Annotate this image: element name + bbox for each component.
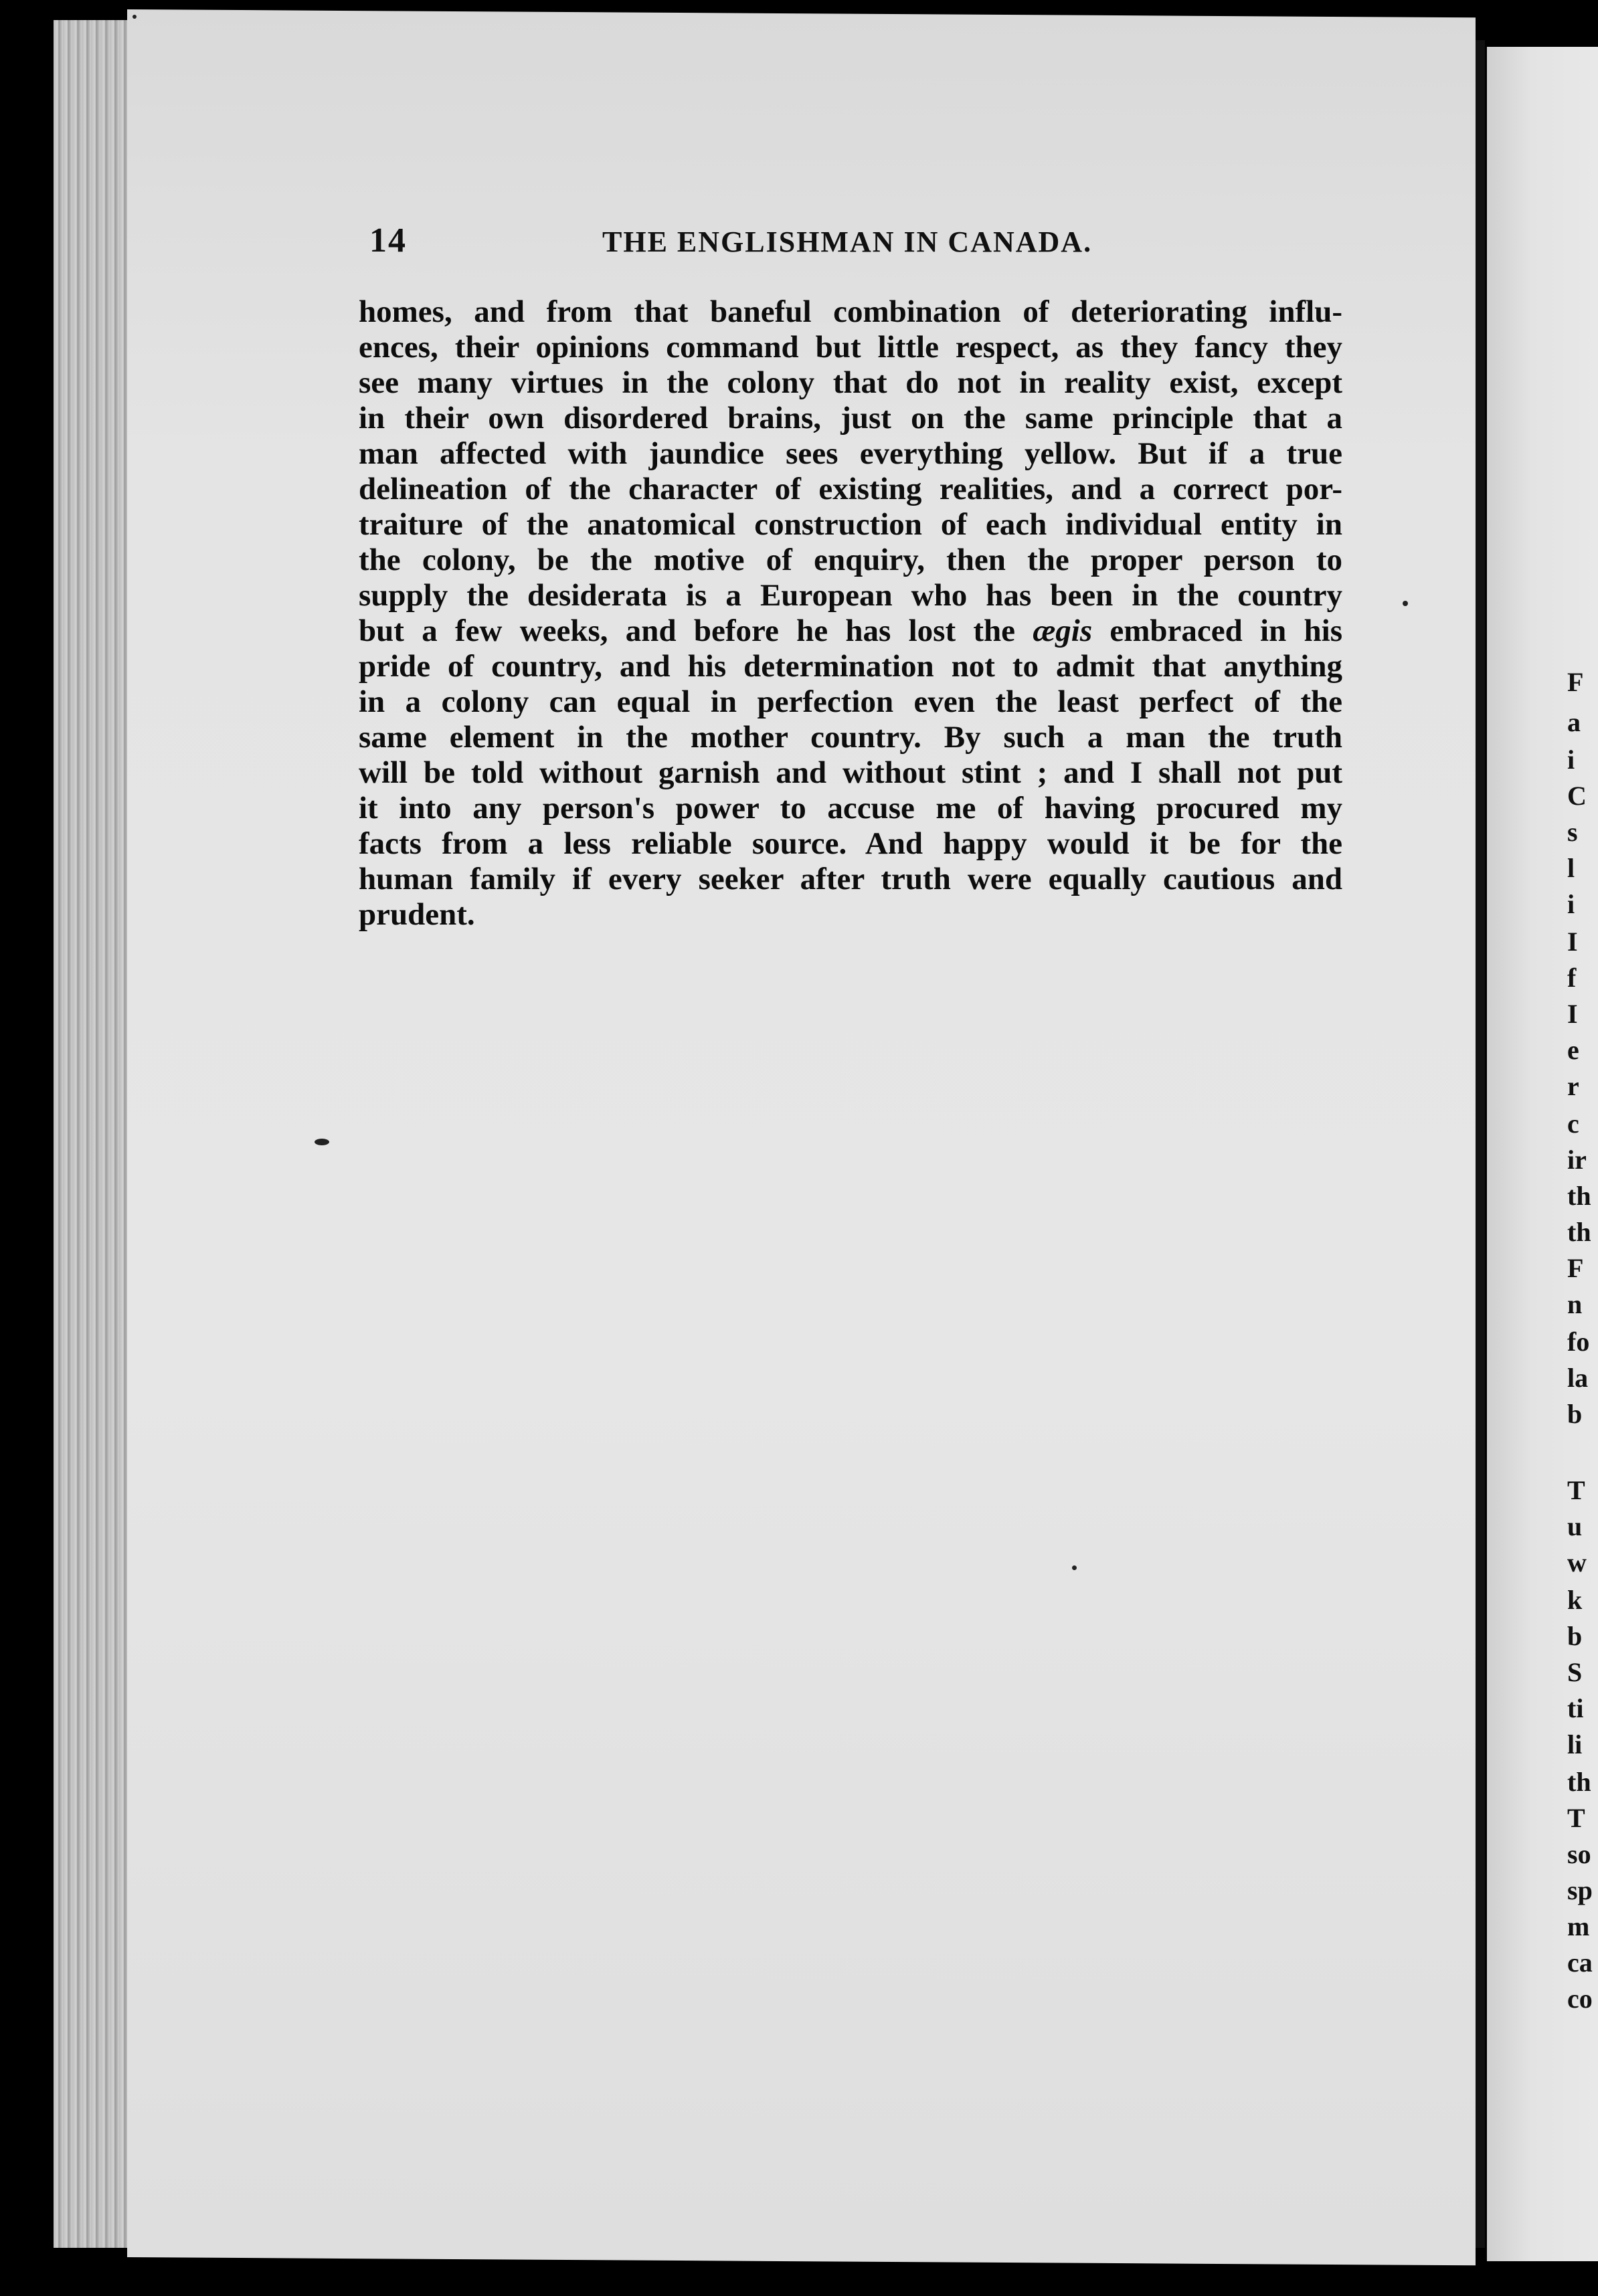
text-line: the colony, be the motive of enquiry, then the proper person to xyxy=(359,543,1342,577)
facing-page-fragment: r xyxy=(1567,1071,1579,1101)
italic-word: ægis xyxy=(1033,613,1093,648)
facing-page-fragment: ca xyxy=(1567,1947,1593,1978)
text-segment: but a few weeks, and before he has lost the xyxy=(359,613,1016,648)
facing-page-fragment: l xyxy=(1567,853,1575,883)
text-line: delineation of the character of existing realities, and a correct por- xyxy=(359,472,1342,506)
text-line: human family if every seeker after truth were equally cautious and xyxy=(359,862,1342,896)
ink-speck xyxy=(315,1139,329,1145)
text-line: traiture of the anatomical construction of each individual entity in xyxy=(359,507,1342,542)
ink-speck xyxy=(1403,601,1408,606)
facing-page-fragment: n xyxy=(1567,1289,1583,1319)
facing-page-fragment: T xyxy=(1567,1803,1585,1833)
ink-speck xyxy=(132,15,137,19)
facing-page-fragment: i xyxy=(1567,889,1575,919)
text-line xyxy=(359,613,1342,649)
facing-page-fragment: th xyxy=(1567,1217,1591,1247)
facing-page-fragment: T xyxy=(1567,1475,1585,1505)
facing-page-fragment: la xyxy=(1567,1363,1589,1393)
facing-page-fragment: c xyxy=(1567,1109,1579,1139)
facing-page-fragment: e xyxy=(1567,1035,1579,1065)
text-line: prudent. xyxy=(359,897,475,932)
facing-page-fragment: so xyxy=(1567,1839,1591,1869)
facing-page-fragment: I xyxy=(1567,927,1578,957)
text-line: it into any person's power to accuse me of having procured my xyxy=(359,791,1342,826)
gutter-shadow xyxy=(1476,40,1485,2248)
text-line: homes, and from that baneful combination of deteriorating influ- xyxy=(359,294,1342,329)
facing-page-fragment: w xyxy=(1567,1547,1587,1577)
text-line: facts from a less reliable source. And happy would it be for the xyxy=(359,826,1342,861)
text-line: will be told without garnish and without stint ; and I shall not put xyxy=(359,755,1342,790)
facing-page-fragment: k xyxy=(1567,1585,1583,1615)
facing-page-fragment: th xyxy=(1567,1767,1591,1797)
text-line: same element in the mother country. By such a man the truth xyxy=(359,720,1342,755)
facing-page-fragment: F xyxy=(1567,1253,1584,1283)
text-line: pride of country, and his determination not to admit that anything xyxy=(359,649,1342,684)
facing-page-fragment: S xyxy=(1567,1657,1583,1687)
facing-page-fragment: b xyxy=(1567,1621,1583,1651)
ink-speck xyxy=(1072,1565,1077,1570)
page-number: 14 xyxy=(369,221,407,260)
text-line: in their own disordered brains, just on the same principle that a xyxy=(359,401,1342,436)
text-segment: embraced in his xyxy=(1109,613,1343,648)
text-line: in a colony can equal in perfection even the least perfect of the xyxy=(359,684,1342,719)
facing-page-fragment: ti xyxy=(1567,1693,1584,1723)
facing-page-fragment: f xyxy=(1567,963,1577,993)
facing-page-fragment: b xyxy=(1567,1399,1583,1429)
facing-page-fragment: u xyxy=(1567,1511,1583,1541)
facing-page-fragment: sp xyxy=(1567,1875,1593,1905)
facing-page-fragment: m xyxy=(1567,1911,1590,1941)
facing-page-fragment: s xyxy=(1567,817,1578,847)
facing-page-fragment: ir xyxy=(1567,1145,1587,1175)
facing-page-fragment: I xyxy=(1567,999,1578,1029)
text-line: see many virtues in the colony that do not in reality exist, except xyxy=(359,365,1342,400)
text-line: man affected with jaundice sees everything yellow. But if a true xyxy=(359,436,1342,471)
running-head: THE ENGLISHMAN IN CANADA. xyxy=(602,225,1093,258)
facing-page-fragment: co xyxy=(1567,1984,1593,2014)
facing-page-fragment: a xyxy=(1567,707,1581,737)
facing-page-fragment: F xyxy=(1567,667,1584,697)
facing-page-fragment: C xyxy=(1567,781,1587,811)
facing-page-fragment: li xyxy=(1567,1729,1583,1759)
text-line: ences, their opinions command but little respect, as they fancy they xyxy=(359,330,1342,365)
facing-page-fragment: th xyxy=(1567,1181,1591,1211)
text-line: supply the desiderata is a European who has been in the country xyxy=(359,578,1342,613)
facing-page-fragment: i xyxy=(1567,745,1575,775)
body-text xyxy=(359,294,1342,933)
facing-page-fragment: fo xyxy=(1567,1327,1590,1357)
